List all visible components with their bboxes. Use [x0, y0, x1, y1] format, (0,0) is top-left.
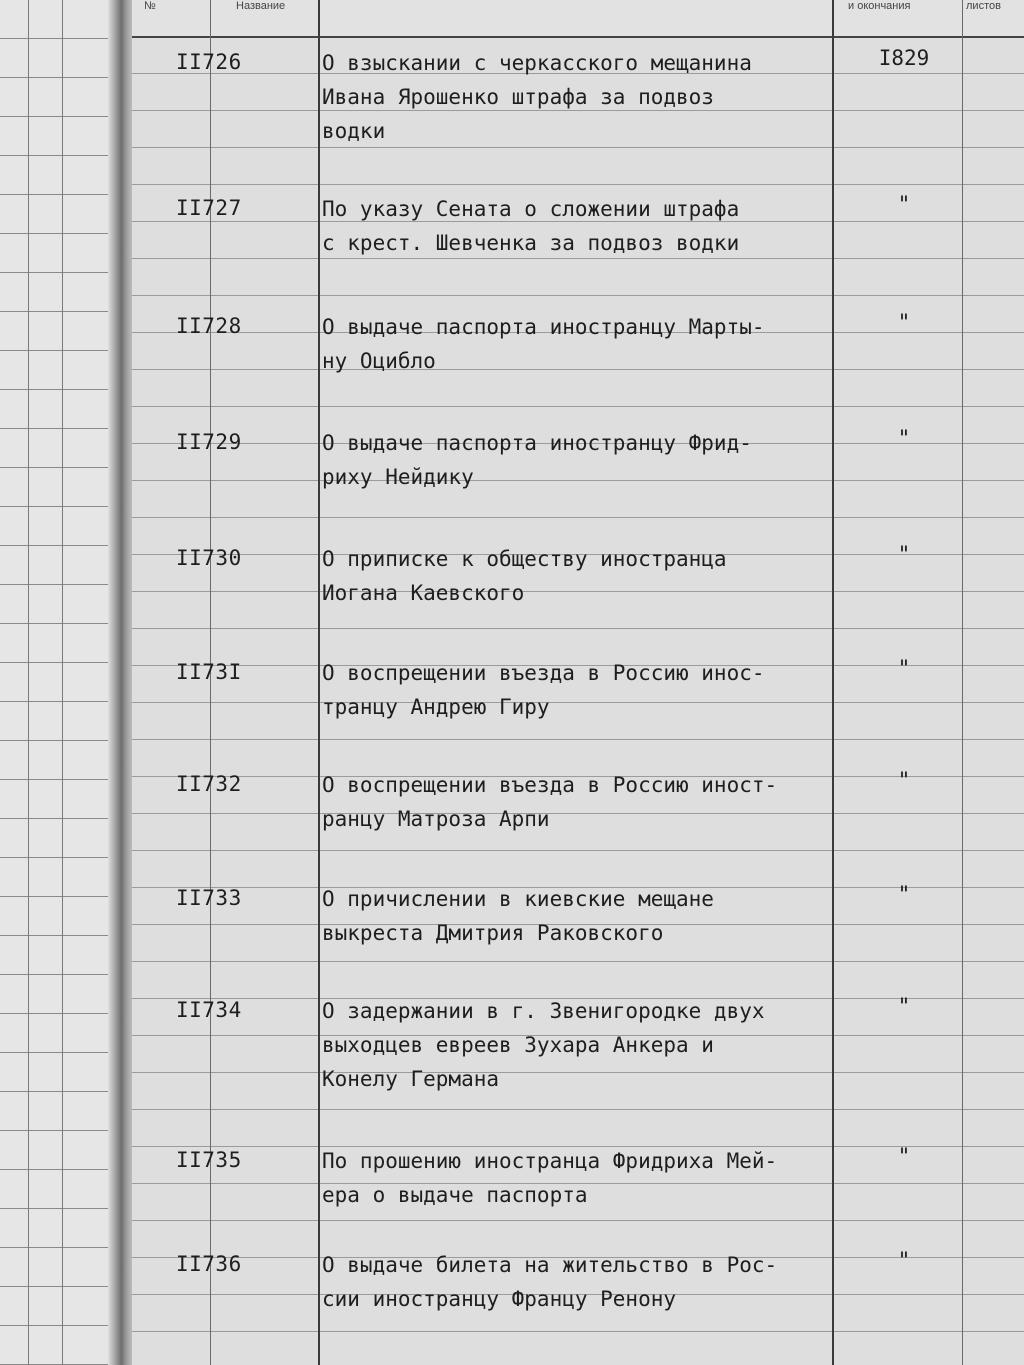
- title-line: О взыскании с черкасского мещанина: [322, 51, 752, 75]
- title-line: Иогана Каевского: [322, 581, 525, 605]
- title-line: О приписке к обществу иностранца: [322, 547, 727, 571]
- title-line: ранцу Матроза Арпи: [322, 807, 550, 831]
- entry-title: [322, 192, 842, 260]
- title-line: с крест. Шевченка за подвоз водки: [322, 231, 740, 255]
- entry-number: II732: [176, 772, 242, 796]
- entry-title: [322, 426, 842, 494]
- column-rule: [962, 0, 963, 1365]
- title-line: По указу Сената о сложении штрафа: [322, 197, 740, 221]
- column-rule: [318, 0, 320, 1365]
- entry-date: ": [897, 882, 911, 906]
- entry-number: II733: [176, 886, 242, 910]
- title-line: О задержании в г. Звенигородке двух: [322, 999, 765, 1023]
- left-page: [0, 0, 112, 1365]
- entry-date: ": [897, 656, 911, 680]
- entry-number: II736: [176, 1252, 242, 1276]
- entry-date: ": [897, 426, 911, 450]
- entry-title: [322, 994, 842, 1096]
- title-line: О воспрещении въезда в Россию иност-: [322, 773, 778, 797]
- entry-date: ": [897, 310, 911, 334]
- entry-number: II734: [176, 998, 242, 1022]
- entry-number: II728: [176, 314, 242, 338]
- register-page: [132, 0, 1024, 1365]
- title-line: транцу Андрею Гиру: [322, 695, 550, 719]
- header-title: Название: [236, 0, 286, 12]
- entry-date: I829: [878, 46, 930, 70]
- title-line: ну Оцибло: [322, 349, 436, 373]
- entry-date: ": [897, 1144, 911, 1168]
- title-line: Конелу Германа: [322, 1067, 500, 1091]
- entry-date: ": [897, 994, 911, 1018]
- entry-number: II73I: [176, 660, 242, 684]
- entry-date: ": [897, 768, 911, 792]
- entry-title: [322, 46, 842, 148]
- entry-title: [322, 768, 842, 836]
- title-line: водки: [322, 119, 386, 143]
- entry-date: ": [897, 542, 911, 566]
- entry-title: [322, 1144, 842, 1212]
- entry-title: [322, 310, 842, 378]
- header-dates: и окончания: [848, 0, 911, 12]
- entry-number: II730: [176, 546, 242, 570]
- entry-number: II735: [176, 1148, 242, 1172]
- title-line: О выдаче билета на жительство в Рос-: [322, 1253, 778, 1277]
- title-line: ера о выдаче паспорта: [322, 1183, 588, 1207]
- entry-number: II729: [176, 430, 242, 454]
- left-page-rule: [28, 0, 29, 1365]
- title-line: О выдаче паспорта иностранцу Марты-: [322, 315, 765, 339]
- left-page-rule: [62, 0, 63, 1365]
- title-line: По прошению иностранца Фридриха Мей-: [322, 1149, 778, 1173]
- entry-date: ": [897, 192, 911, 216]
- title-line: сии иностранцу Францу Ренону: [322, 1287, 677, 1311]
- title-line: О воспрещении въезда в Россию инос-: [322, 661, 765, 685]
- entry-title: [322, 1248, 842, 1316]
- entry-title: [322, 542, 842, 610]
- entry-date: ": [897, 1248, 911, 1272]
- title-line: выкреста Дмитрия Раковского: [322, 921, 664, 945]
- entry-number: II726: [176, 50, 242, 74]
- header-sheets: листов: [966, 0, 1001, 12]
- entry-title: [322, 882, 842, 950]
- title-line: О причислении в киевские мещане: [322, 887, 714, 911]
- entry-title: [322, 656, 842, 724]
- header-number: №: [144, 0, 156, 12]
- title-line: Ивана Ярошенко штрафа за подвоз: [322, 85, 714, 109]
- table-header: [132, 0, 1024, 38]
- title-line: О выдаче паспорта иностранцу Фрид-: [322, 431, 752, 455]
- title-line: выходцев евреев Зухара Анкера и: [322, 1033, 714, 1057]
- title-line: риху Нейдику: [322, 465, 474, 489]
- entry-number: II727: [176, 196, 242, 220]
